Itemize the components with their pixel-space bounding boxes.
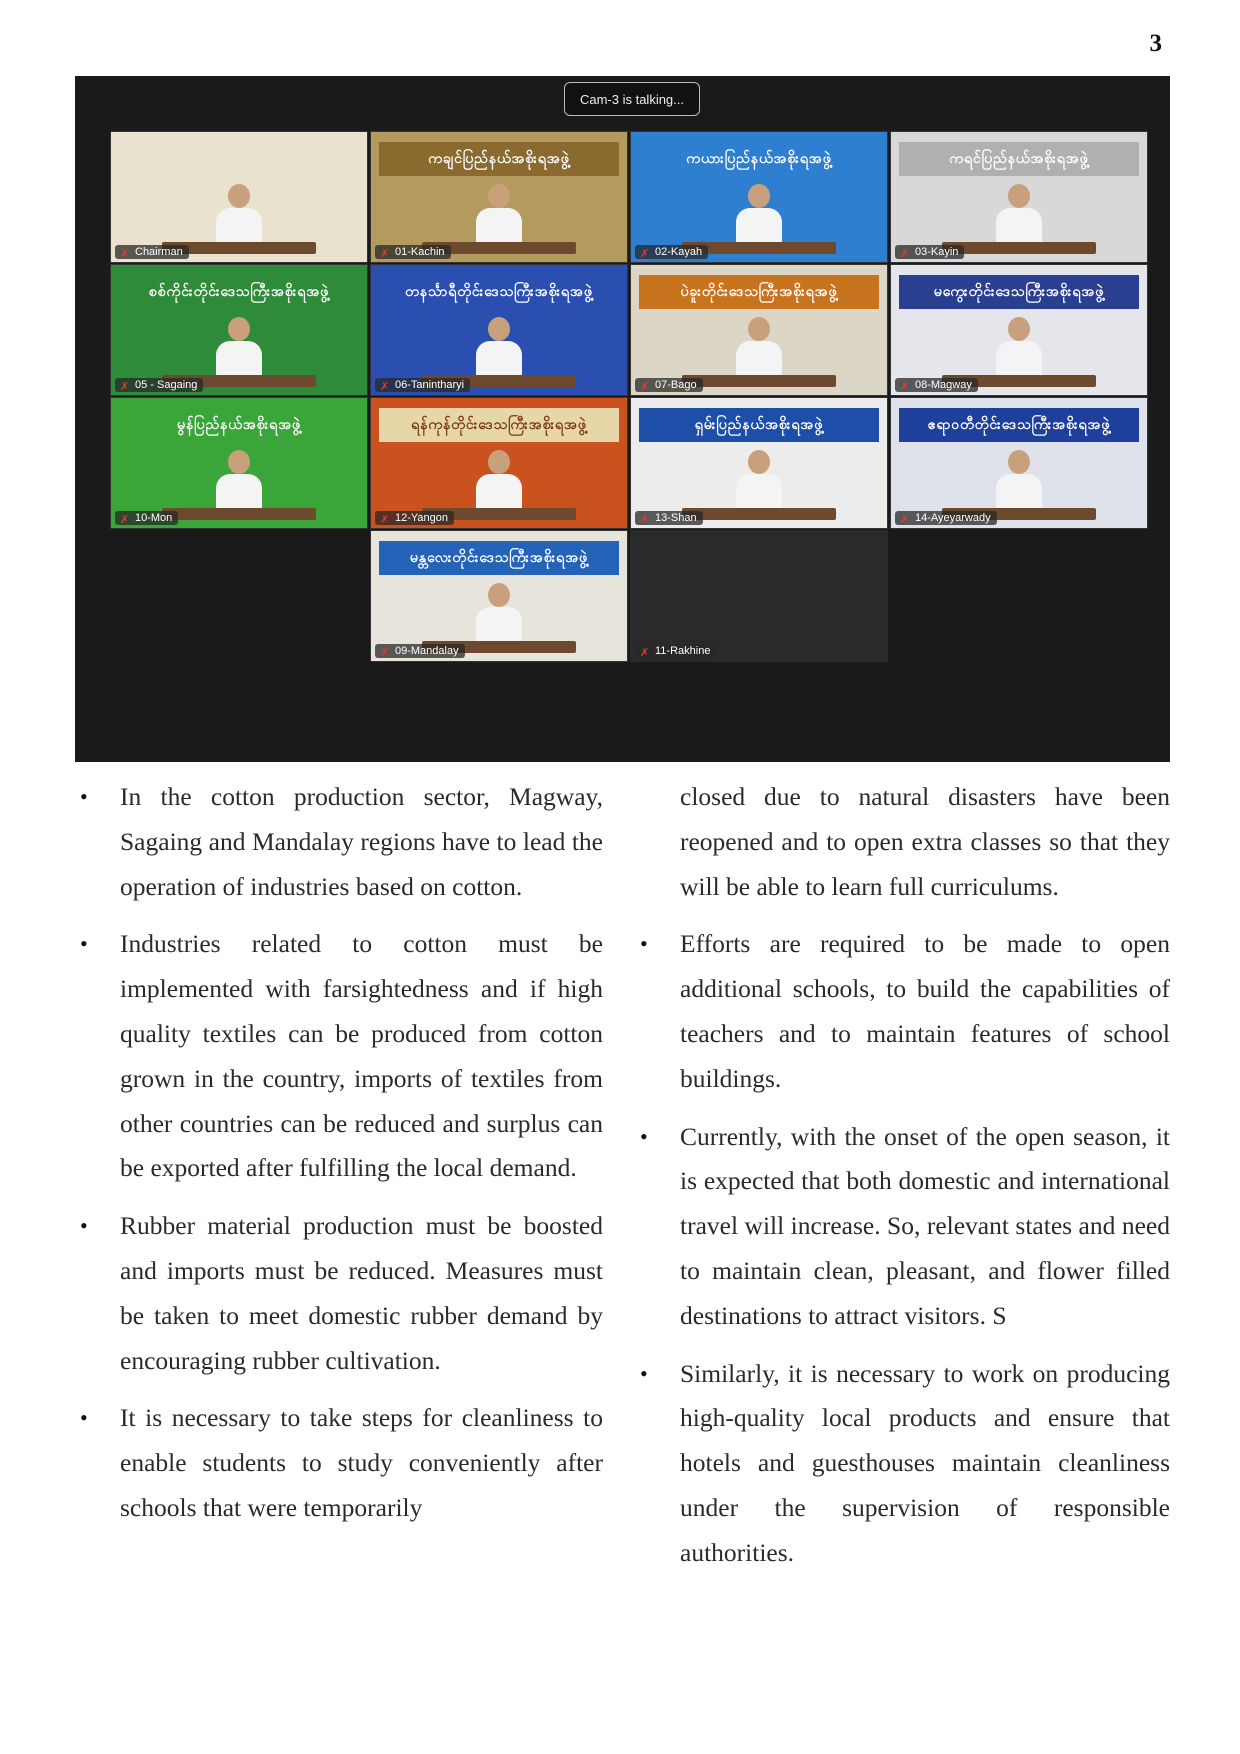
muted-mic-icon: ✗ bbox=[640, 248, 650, 260]
participant-figure bbox=[476, 184, 522, 246]
video-tile bbox=[110, 131, 368, 263]
muted-mic-icon: ✗ bbox=[900, 248, 910, 260]
video-tile bbox=[890, 397, 1148, 529]
muted-mic-icon: ✗ bbox=[640, 647, 650, 659]
bullet-item: • Currently, with the onset of the open season, it is expected that both domestic and international travel will increase. So, relevant states and need to maintain clean, pleasant, and flower filled destinations to attract visitors. S bbox=[635, 1115, 1170, 1339]
tile-name-text: 06-Tanintharyi bbox=[395, 379, 465, 391]
tile-name-text: 14-Ayeyarwady bbox=[915, 512, 991, 524]
muted-mic-icon: ✗ bbox=[380, 248, 390, 260]
tile-banner: ကရင်ပြည်နယ်အစိုးရအဖွဲ့ bbox=[899, 142, 1139, 176]
continued-paragraph: closed due to natural disasters have been reopened and to open extra classes so that they will be able to learn full curriculums. bbox=[680, 782, 1170, 901]
muted-mic-icon: ✗ bbox=[120, 514, 130, 526]
muted-mic-icon: ✗ bbox=[380, 647, 390, 659]
participant-figure bbox=[476, 583, 522, 645]
participant-figure bbox=[216, 184, 262, 246]
participant-figure bbox=[216, 450, 262, 512]
tile-name-label bbox=[115, 245, 189, 259]
video-grid bbox=[110, 131, 1150, 731]
tile-banner: ကချင်ပြည်နယ်အစိုးရအဖွဲ့ bbox=[379, 142, 619, 176]
video-tile bbox=[370, 131, 628, 263]
left-column bbox=[75, 775, 603, 1544]
tile-banner: ဧရာဝတီတိုင်းဒေသကြီးအစိုးရအဖွဲ့ bbox=[899, 408, 1139, 442]
tile-name-label bbox=[375, 245, 451, 259]
participant-figure bbox=[476, 317, 522, 379]
tile-banner: ပဲခူးတိုင်းဒေသကြီးအစိုးရအဖွဲ့ bbox=[639, 275, 879, 309]
tile-name-label bbox=[635, 511, 703, 525]
tile-banner: မွန်ပြည်နယ်အစိုးရအဖွဲ့ bbox=[119, 408, 359, 442]
video-tile bbox=[370, 530, 628, 662]
desk bbox=[942, 242, 1096, 254]
tile-name-label bbox=[115, 378, 203, 392]
tile-name-text: 11-Rakhine bbox=[655, 645, 711, 657]
tile-name-label bbox=[635, 378, 703, 392]
muted-mic-icon: ✗ bbox=[900, 514, 910, 526]
muted-mic-icon: ✗ bbox=[640, 381, 650, 393]
right-column bbox=[635, 775, 1170, 1589]
tile-banner: တနင်္သာရီတိုင်းဒေသကြီးအစိုးရအဖွဲ့ bbox=[379, 275, 619, 309]
tile-name-label bbox=[115, 511, 178, 525]
participant-figure bbox=[996, 450, 1042, 512]
bullet-item: • Rubber material production must be boosted and imports must be reduced. Measures must be taken to meet domestic rubber demand by encouraging rubber cultivation. bbox=[75, 1204, 603, 1383]
participant-figure bbox=[996, 184, 1042, 246]
tile-name-label bbox=[895, 511, 997, 525]
desk bbox=[682, 508, 836, 520]
participant-figure bbox=[736, 184, 782, 246]
bullet-item: • Similarly, it is necessary to work on producing high-quality local products and ensure that hotels and guesthouses maintain cleanliness under the supervision of responsible authorities. bbox=[635, 1352, 1170, 1576]
muted-mic-icon: ✗ bbox=[900, 381, 910, 393]
tile-name-text: 13-Shan bbox=[655, 512, 697, 524]
tile-name-text: 12-Yangon bbox=[395, 512, 449, 524]
talking-indicator: Cam-3 is talking... bbox=[564, 82, 700, 116]
page-number: 3 bbox=[1149, 30, 1162, 57]
video-tile bbox=[630, 397, 888, 529]
video-tile bbox=[110, 397, 368, 529]
desk bbox=[162, 508, 316, 520]
tile-name-text: 02-Kayah bbox=[655, 246, 703, 258]
bullet-item: • It is necessary to take steps for cleanliness to enable students to study conveniently after schools that were temporarily bbox=[75, 1396, 603, 1530]
tile-name-text: 10-Mon bbox=[135, 512, 173, 524]
tile-name-label bbox=[375, 644, 465, 658]
video-tile bbox=[630, 530, 888, 662]
tile-name-label bbox=[375, 511, 454, 525]
tile-banner: မကွေးတိုင်းဒေသကြီးအစိုးရအဖွဲ့ bbox=[899, 275, 1139, 309]
participant-figure bbox=[736, 317, 782, 379]
tile-banner: စစ်ကိုင်းတိုင်းဒေသကြီးအစိုးရအဖွဲ့ bbox=[119, 275, 359, 309]
muted-mic-icon: ✗ bbox=[120, 381, 130, 393]
tile-name-label bbox=[635, 245, 708, 259]
muted-mic-icon: ✗ bbox=[380, 514, 390, 526]
tile-name-text: 09-Mandalay bbox=[395, 645, 459, 657]
tile-banner: ရှမ်းပြည်နယ်အစိုးရအဖွဲ့ bbox=[639, 408, 879, 442]
muted-mic-icon: ✗ bbox=[380, 381, 390, 393]
video-tile bbox=[890, 131, 1148, 263]
tile-name-text: 05 - Sagaing bbox=[135, 379, 198, 391]
tile-banner: မန္တလေးတိုင်းဒေသကြီးအစိုးရအဖွဲ့ bbox=[379, 541, 619, 575]
bullet-item: • Industries related to cotton must be implemented with farsightedness and if high quality textiles can be produced from cotton grown in the country, imports of textiles from other countries can be reduced and surplus can be exported after fulfilling the local demand. bbox=[75, 922, 603, 1191]
video-conference-photo bbox=[75, 76, 1170, 762]
video-tile bbox=[630, 264, 888, 396]
bullet-item: • In the cotton production sector, Magway, Sagaing and Mandalay regions have to lead the operation of industries based on cotton. bbox=[75, 775, 603, 909]
left-bullet-list bbox=[75, 775, 603, 1531]
video-tile bbox=[370, 397, 628, 529]
participant-figure bbox=[216, 317, 262, 379]
tile-banner: ရန်ကုန်တိုင်းဒေသကြီးအစိုးရအဖွဲ့ bbox=[379, 408, 619, 442]
video-tile bbox=[110, 264, 368, 396]
bullet-item: • Efforts are required to be made to open additional schools, to build the capabilities of teachers and to maintain features of school buildings. bbox=[635, 922, 1170, 1101]
tile-name-text: 07-Bago bbox=[655, 379, 697, 391]
tile-name-label bbox=[375, 378, 470, 392]
participant-figure bbox=[736, 450, 782, 512]
tile-name-text: 01-Kachin bbox=[395, 246, 445, 258]
video-tile bbox=[630, 131, 888, 263]
video-tile bbox=[890, 264, 1148, 396]
participant-figure bbox=[476, 450, 522, 512]
muted-mic-icon: ✗ bbox=[120, 248, 130, 260]
desk bbox=[682, 375, 836, 387]
tile-banner: ကယားပြည်နယ်အစိုးရအဖွဲ့ bbox=[639, 142, 879, 176]
tile-name-label bbox=[635, 644, 716, 658]
video-tile bbox=[370, 264, 628, 396]
tile-name-label bbox=[895, 245, 964, 259]
tile-name-text: 08-Magway bbox=[915, 379, 972, 391]
tile-name-label bbox=[895, 378, 978, 392]
muted-mic-icon: ✗ bbox=[640, 514, 650, 526]
participant-figure bbox=[996, 317, 1042, 379]
tile-name-text: Chairman bbox=[135, 246, 183, 258]
tile-name-text: 03-Kayin bbox=[915, 246, 959, 258]
right-bullet-list bbox=[635, 922, 1170, 1575]
